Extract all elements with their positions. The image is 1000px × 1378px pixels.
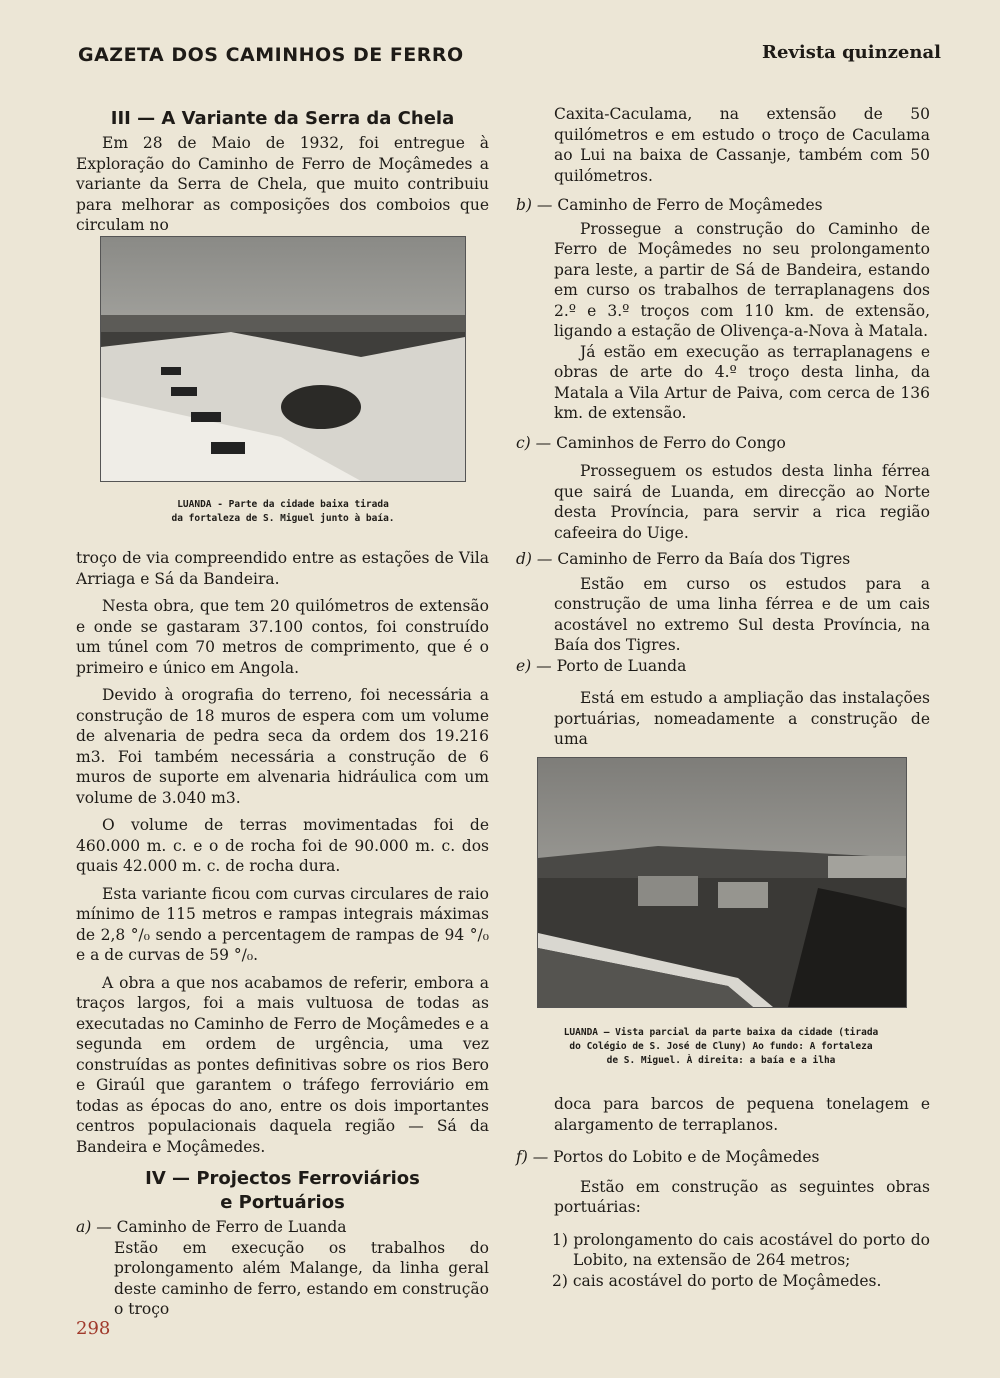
item-a-heading: a) — Caminho de Ferro de Luanda: [76, 1218, 347, 1236]
paragraph-6: Esta variante ficou com curvas circulares de raio mínimo de 115 metros e rampas integrais máximas de 2,8 °/₀ sendo a percentagem de rampas de 94 °/₀ e a de curvas de 59 °/₀.: [76, 884, 489, 964]
item-c-text: Prosseguem os estudos desta linha férrea que sairá de Luanda, em direcção ao Norte desta Província, para servir a rica região cafeeira do Uige.: [554, 462, 930, 542]
journal-subtitle: Revista quinzenal: [762, 42, 941, 63]
page-number: 298: [76, 1318, 111, 1339]
item-e-heading: e) — Porto de Luanda: [516, 656, 687, 675]
paragraph-7: A obra a que nos acabamos de referir, embora a traços largos, foi a mais vultuosa de todas as executadas no Caminho de Ferro de Moçâmedes e a segunda em ordem de urgência, uma vez construídas as pontes definitivas sobre os rios Bero e Giraúl que garantem o tráfego ferroviário em todas as épocas do ano, entre os dois importantes centros populacionais daquela região — Sá da Bandeira e Moçâmedes.: [76, 973, 489, 1156]
item-d-heading: d) — Caminho de Ferro da Baía dos Tigres: [516, 550, 851, 568]
section-4-title: IV — Projectos Ferroviários e Portuários: [145, 1168, 420, 1213]
paragraph-4: Devido à orografia do terreno, foi necessária a construção de 18 muros de espera com um volume de alvenaria de pedra seca da ordem dos 19.216 m3. Foi também necessária a construção de 6 muros de suporte em alvenaria hidráulica com um volume de 3.040 m3.: [76, 686, 489, 807]
photo-1-caption: LUANDA - Parte da cidade baixa tirada da fortaleza de S. Miguel junto à baía.: [171, 499, 395, 524]
item-d-text: Estão em curso os estudos para a construção de uma linha férrea e de um cais acostável no extremo Sul desta Província, na Baía dos Tigres.: [554, 574, 930, 654]
item-b-paragraph-1: Prossegue a construção do Caminho de Ferro de Moçâmedes no seu prolongamento para leste, a partir de Sá de Bandeira, estando em curso os trabalhos de terraplanagens dos 2.º e 3.º troços com 110 km. de extensão, ligando a estação de Olivença-a-Nova à Matala.: [554, 219, 930, 340]
continued-text: Caxita-Caculama, na extensão de 50 quilómetros e em estudo o troço de Caculama ao Lui na baixa de Cassanje, também com 50 quilómetros.: [554, 105, 930, 185]
luanda-fortress-photo: [100, 236, 466, 482]
left-column-bottom: [76, 548, 489, 1320]
item-b-paragraph-2: Já estão em execução as terraplanagens e obras de arte do 4.º troço desta linha, da Matala a Vila Artur de Paiva, com cerca de 136 km. de extensão.: [554, 342, 930, 422]
luanda-city-view-photo: [537, 757, 907, 1008]
item-f-intro: Estão em construção as seguintes obras portuárias:: [554, 1177, 930, 1216]
paragraph-1: Em 28 de Maio de 1932, foi entregue à Exploração do Caminho de Ferro de Moçâmedes a variante da Serra de Chela, que muito contribuiu para melhorar as composições dos comboios que circulam no: [76, 134, 489, 234]
paragraph-3: Nesta obra, que tem 20 quilómetros de extensão e onde se gastaram 37.100 contos, foi construído um túnel com 70 metros de comprimento, que é o primeiro e único em Angola.: [76, 597, 489, 677]
paragraph-5: O volume de terras movimentadas foi de 460.000 m. c. e o de rocha foi de 90.000 m. c. dos quais 42.000 m. c. de rocha dura.: [76, 816, 489, 875]
item-f-list-item-2: 2) cais acostável do porto de Moçâmedes.: [552, 1271, 882, 1290]
item-f-heading: f) — Portos do Lobito e de Moçâmedes: [516, 1148, 820, 1166]
journal-title: GAZETA DOS CAMINHOS DE FERRO: [78, 44, 464, 66]
right-column-bottom: [516, 1094, 930, 1291]
left-column-top: [76, 107, 489, 236]
item-c-heading: c) — Caminhos de Ferro do Congo: [516, 433, 786, 452]
item-a-text: Estão em execução os trabalhos do prolongamento além Malange, da linha geral deste caminho de ferro, estando em construção o troço: [114, 1238, 489, 1318]
item-b-heading: b) — Caminho de Ferro de Moçâmedes: [516, 196, 823, 214]
item-e-continued: doca para barcos de pequena tonelagem e alargamento de terraplanos.: [554, 1095, 930, 1134]
right-column-top: [516, 104, 930, 750]
paragraph-2: troço de via compreendido entre as estações de Vila Arriaga e Sá da Bandeira.: [76, 549, 489, 588]
item-f-list-item-1: 1) prolongamento do cais acostável do porto do Lobito, na extensão de 264 metros;: [552, 1230, 930, 1269]
section-3-title: III — A Variante da Serra da Chela: [110, 108, 455, 129]
photo-2-caption: LUANDA — Vista parcial da parte baixa da cidade (tirada do Colégio de S. José de Cluny) Ao fundo: A fortaleza de S. Miguel. À direita: a baía e a ilha: [563, 1027, 879, 1066]
item-e-text: Está em estudo a ampliação das instalações portuárias, nomeadamente a construção de uma: [554, 689, 930, 748]
